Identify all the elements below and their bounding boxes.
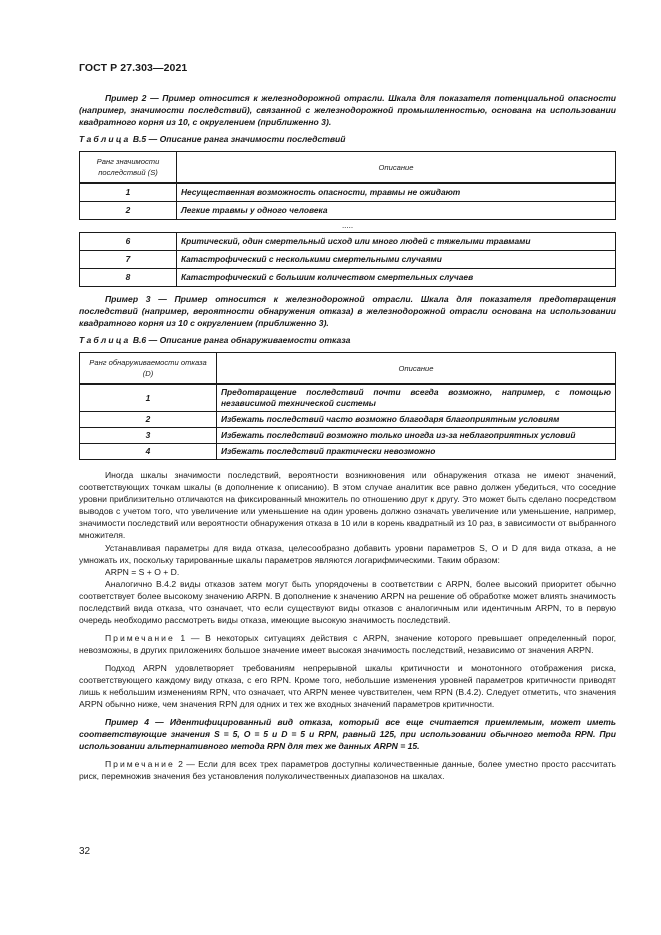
note-2 bbox=[79, 758, 616, 782]
body-paragraph: Подход ARPN удовлетворяет требованиям непрерывной шкалы критичности и монотонного отображения риска, соответствующего каждому виду отказа, с его RPN. Кроме того, небольшие изменения уровней параметров критичности приводят лишь к небольшим изменениям RPN, что означает, что ARPN менее чувствителен, чем RPN (В.4.2). Следует отметить, что значения ARPN обычно ниже, чем значения RPN для одних и тех же входных значений параметров критичности. bbox=[79, 663, 616, 709]
note-1 bbox=[79, 632, 616, 656]
table-b5-description: Катастрофический с большим количеством смертельных случаев bbox=[177, 269, 616, 287]
table-b5-header-rank: Ранг значимости последствий (S) bbox=[80, 152, 177, 184]
table-b6-description: Предотвращение последствий почти всегда возможно, например, с помощью независимой технической системы bbox=[217, 384, 616, 412]
table-b5-ellipsis: ..... bbox=[341, 221, 354, 230]
table-b6-description: Избежать последствий практически невозможно bbox=[217, 444, 616, 460]
page-content bbox=[79, 92, 616, 782]
note-2-label: Примечание bbox=[105, 759, 175, 769]
table-b6-rank: 4 bbox=[80, 444, 217, 460]
table-b5-rank: 7 bbox=[80, 251, 177, 269]
table-b5-top bbox=[79, 151, 616, 220]
table-b5-description: Критический, один смертельный исход или много людей с тяжелыми травмами bbox=[177, 233, 616, 251]
table-b5-rank: 1 bbox=[80, 183, 177, 202]
table-b5-description: Катастрофический с несколькими смертельными случаями bbox=[177, 251, 616, 269]
example-3: Пример 3 — Пример относится к железнодорожной отрасли. Шкала для показателя предотвращения последствий (например, вероятности обнаружения отказа) в железнодорожной отрасли основана на использовании квадратного корня из 10 с округлением (приближенно 3). bbox=[79, 294, 616, 328]
table-b6-header-rank: Ранг обнаруживаемости отказа (D) bbox=[80, 353, 217, 385]
note-1-text: 1 — В некоторых ситуациях действия с ARPN, значение которого превышает определенный порог, невозможны, в других приложениях большое значение имеет высокая значимость последствий, независимо от значения ARPN. bbox=[79, 633, 616, 655]
table-b5-header-description: Описание bbox=[177, 152, 616, 184]
table-b5-caption bbox=[79, 133, 616, 145]
table-b6-caption bbox=[79, 334, 616, 346]
table-b5-caption-title: В.5 — Описание ранга значимости последствий bbox=[130, 134, 346, 144]
note-2-text: 2 — Если для всех трех параметров доступны количественные данные, более уместно просто рассчитать риск, перемножив значения без установления полуколичественных диапазонов на шкалах. bbox=[79, 759, 616, 781]
table-row bbox=[80, 183, 616, 202]
table-b6-caption-label: Таблица bbox=[79, 335, 131, 345]
table-row bbox=[80, 251, 616, 269]
table-b6-rank: 3 bbox=[80, 428, 217, 444]
table-b5-description: Несущественная возможность опасности, травмы не ожидают bbox=[177, 183, 616, 202]
document-code: ГОСТ Р 27.303—2021 bbox=[79, 62, 188, 74]
table-b6-header-description: Описание bbox=[217, 353, 616, 385]
example-4: Пример 4 — Идентифицированный вид отказа, который все еще считается приемлемым, может иметь соответствующие значения S = 5, O = 5 и D = 5 и RPN, равный 125, при использовании обычного метода RPN. При использовании альтернативного метода RPN для тех же данных ARPN = 15. bbox=[79, 717, 616, 751]
table-b5-rank: 6 bbox=[80, 233, 177, 251]
table-b5-caption-label: Таблица bbox=[79, 134, 131, 144]
table-b6-caption-title: В.6 — Описание ранга обнаруживаемости отказа bbox=[130, 335, 351, 345]
table-row bbox=[80, 202, 616, 220]
note-1-label: Примечание bbox=[105, 633, 175, 643]
table-b5-rank: 2 bbox=[80, 202, 177, 220]
table-b6 bbox=[79, 352, 616, 460]
body-paragraph: Аналогично В.4.2 виды отказов затем могут быть упорядочены в соответствии с ARPN, более высокий приоритет обычно соответствует более высокому значению ARPN. В дополнение к значению ARPN на решение об обработке может влиять значимость последствий вида отказа, что означает, что если существуют виды отказов с аналогичным или идентичным ARPN, то в первую очередь необходимо рассмотреть виды отказа, имеющие высокую значимость последствий. bbox=[79, 579, 616, 625]
table-b6-description: Избежать последствий возможно только иногда из-за неблагоприятных условий bbox=[217, 428, 616, 444]
table-b6-rank: 1 bbox=[80, 384, 217, 412]
table-b5-rank: 8 bbox=[80, 269, 177, 287]
table-b5-description: Легкие травмы у одного человека bbox=[177, 202, 616, 220]
table-row bbox=[80, 269, 616, 287]
body-paragraph: Устанавливая параметры для вида отказа, целесообразно добавить уровни параметров S, O и D для вида отказа, а не умножать их, поскольку тарированные шкалы параметров являются логарифмическими. Таким образом: bbox=[79, 543, 616, 565]
body-paragraph: Иногда шкалы значимости последствий, вероятности возникновения или обнаружения отказа не имеют значений, соответствующих точкам шкалы (в дополнение к описанию). В этом случае аналитик все равно должен убедиться, что соседние уровни приблизительно отличаются на фиксированный множитель по отношению друг к другу. Это может быть сделано посредством выводов с учетом того, что увеличение или уменьшение на один уровень должно означать увеличение или уменьшение, например, значимости последствий или вероятности обнаружения отказа в 10 или в корень квадратный из 10 раз, в зависимости от выбранного множителя. bbox=[79, 470, 616, 540]
table-row bbox=[80, 412, 616, 428]
table-b5-bottom bbox=[79, 232, 616, 287]
example-2: Пример 2 — Пример относится к железнодорожной отрасли. Шкала для показателя потенциальной опасности (например, значимости последствий), связанной с железнодорожной промышленностью, основана на использовании квадратного корня из 10, с округлением (приближенно 3). bbox=[79, 93, 616, 127]
table-b6-rank: 2 bbox=[80, 412, 217, 428]
page-number: 32 bbox=[79, 846, 91, 857]
arpn-formula: ARPN = S + O + D. bbox=[105, 567, 180, 577]
table-row bbox=[80, 233, 616, 251]
table-row bbox=[80, 428, 616, 444]
table-row bbox=[80, 444, 616, 460]
table-b6-description: Избежать последствий часто возможно благодаря благоприятным условиям bbox=[217, 412, 616, 428]
table-row bbox=[80, 384, 616, 412]
